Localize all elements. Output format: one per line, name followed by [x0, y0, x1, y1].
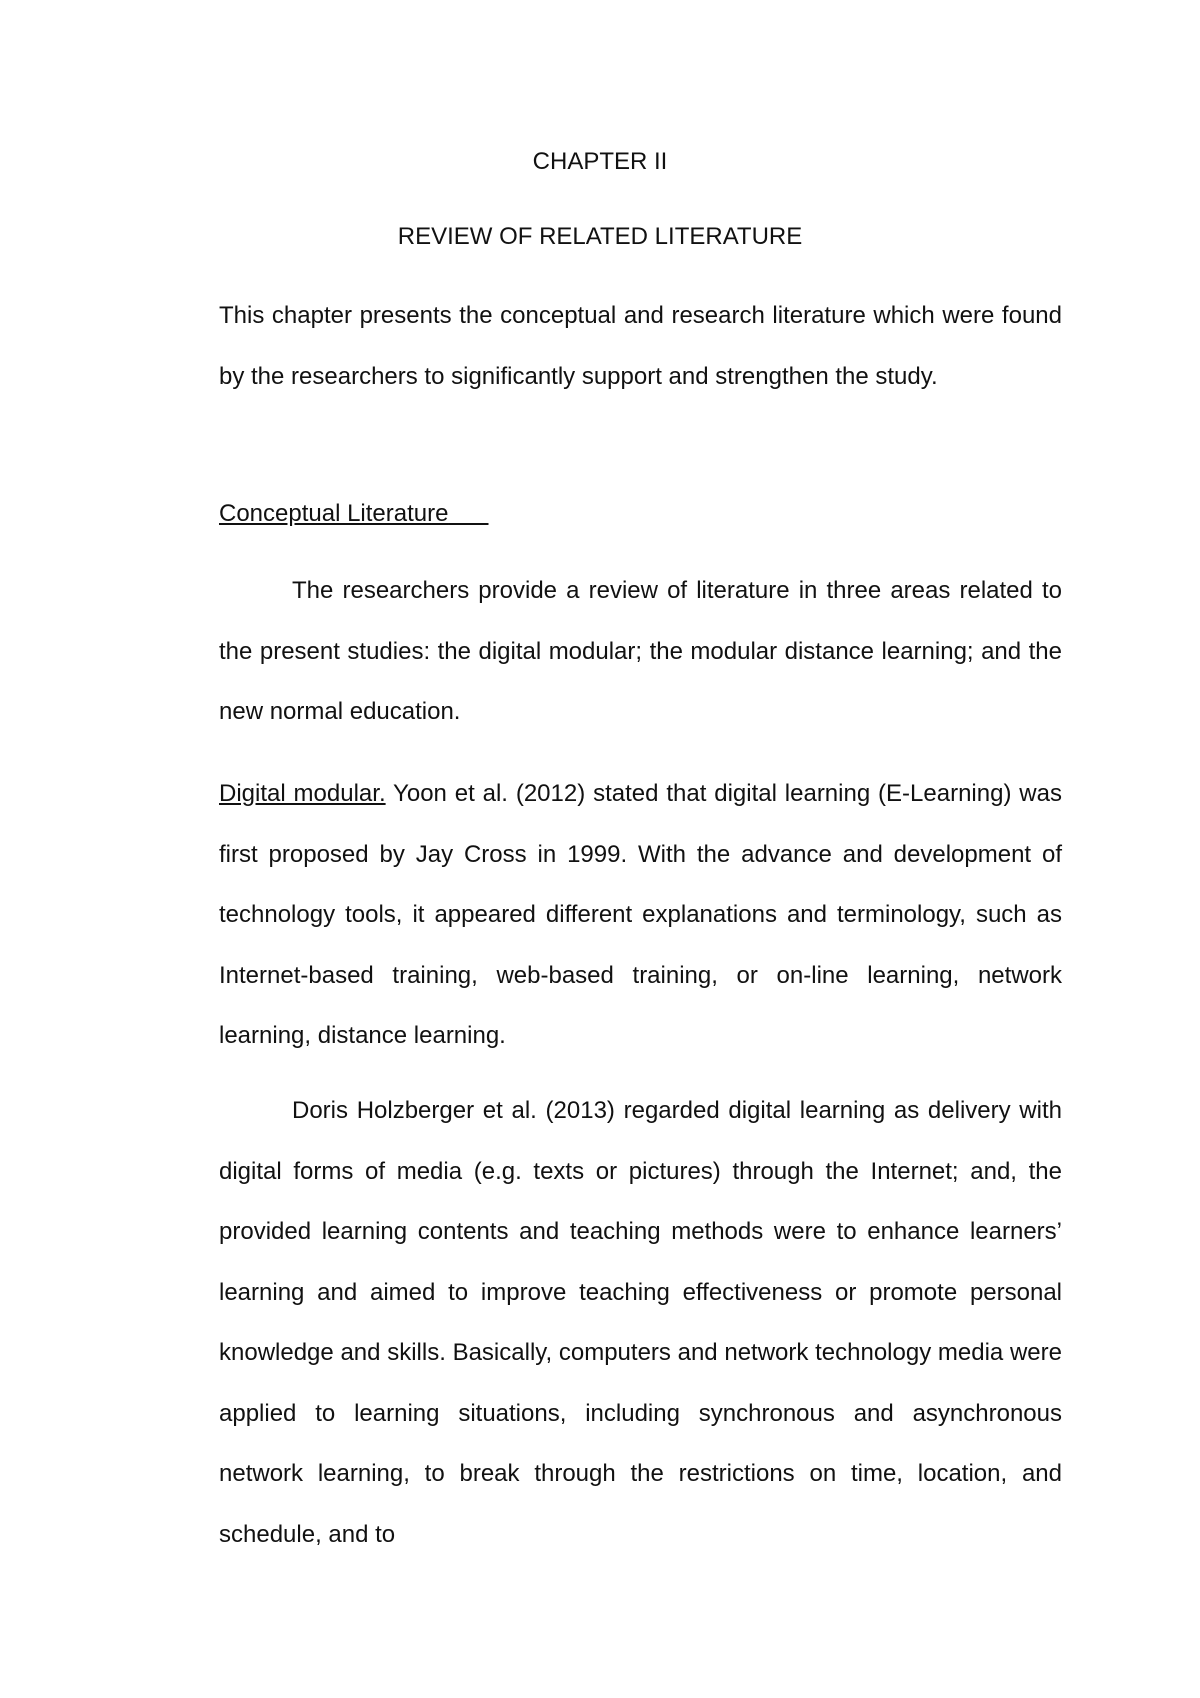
- chapter-label: CHAPTER II: [532, 148, 668, 175]
- paragraph-2: [219, 764, 1062, 1067]
- chapter-title: REVIEW OF RELATED LITERATURE: [397, 223, 803, 250]
- paragraph-2-body: Yoon et al. (2012) stated that digital learning (E-Learning) was first proposed by Jay Cross in 1999. With the advance and development of technology tools, it appeared different explanations and terminology, such as Internet-based training, web-based training, or on-line learning, network learning, distance learning.: [219, 780, 1062, 1049]
- paragraph-3-block: [219, 1081, 1062, 1565]
- paragraph-1: The researchers provide a review of literature in three areas related to the present studies: the digital modular; the modular distance learning; and the new normal education.: [219, 577, 1062, 725]
- intro-paragraph: This chapter presents the conceptual and research literature which were found by the researchers to significantly support and strengthen the study.: [219, 302, 1062, 390]
- section-heading: [219, 500, 489, 528]
- paragraph-1-block: [219, 561, 1062, 743]
- paragraph-2-lead: Digital modular.: [219, 780, 386, 807]
- paragraph-3: Doris Holzberger et al. (2013) regarded digital learning as delivery with digital forms of media (e.g. texts or pictures) through the Internet; and, the provided learning contents and teaching methods were to enhance learners’ learning and aimed to improve teaching effectiveness or promote personal knowledge and skills. Basically, computers and network technology media were applied to learning situations, including synchronous and asynchronous network learning, to break through the restrictions on time, location, and schedule, and to: [219, 1097, 1062, 1548]
- section-heading-text: Conceptual Literature: [219, 500, 449, 527]
- intro-block: [219, 286, 1062, 407]
- paragraph-2-block: [219, 764, 1062, 1067]
